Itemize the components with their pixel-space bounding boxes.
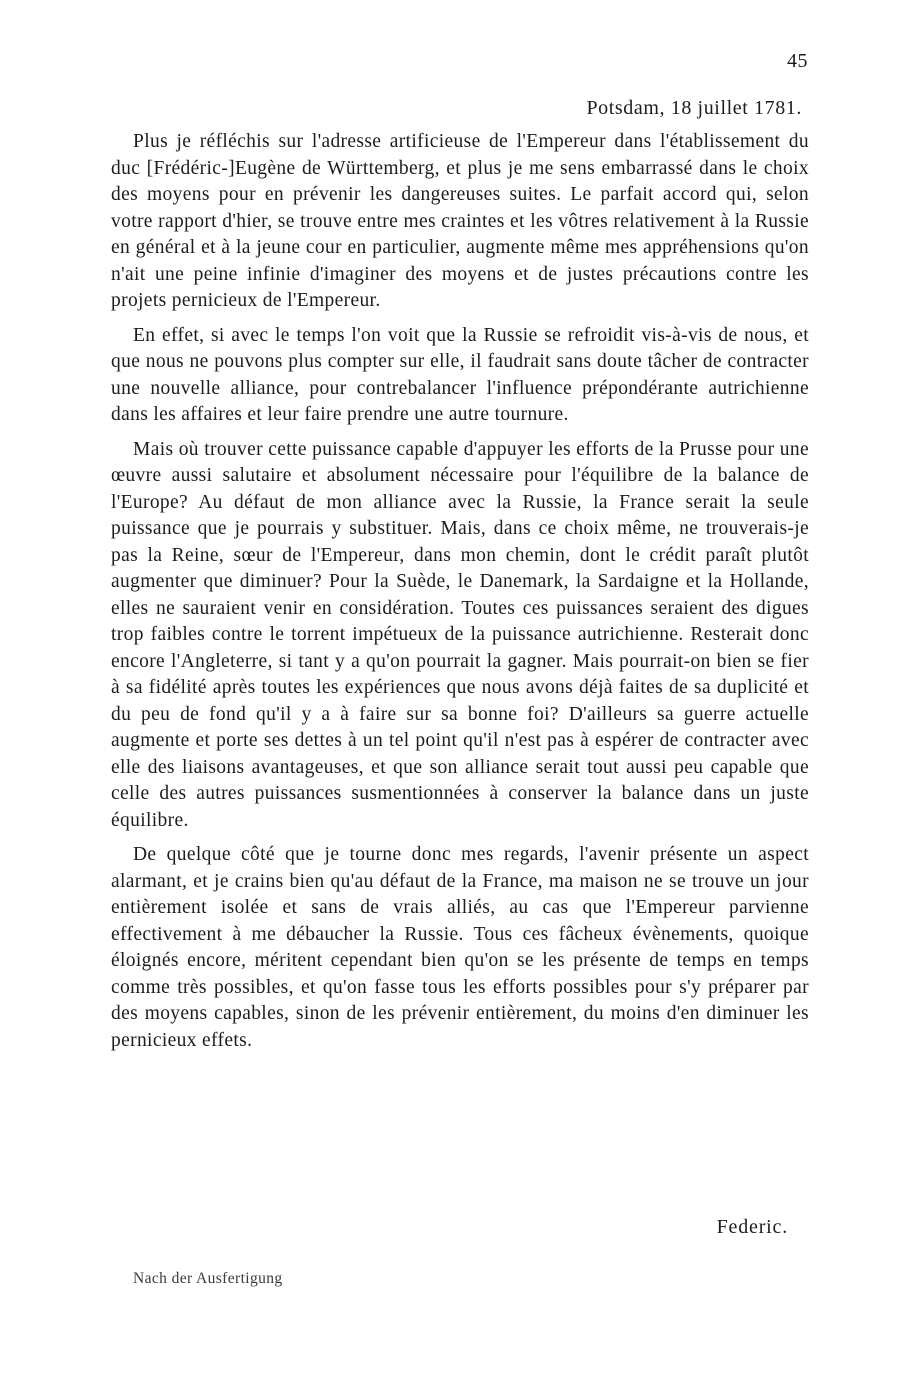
- source-note: Nach der Ausfertigung: [133, 1270, 283, 1287]
- letter-dateline: Potsdam, 18 juillet 1781.: [586, 97, 802, 119]
- paragraph-3: Mais où trouver cette puissance capable d'appuyer les efforts de la Prusse pour une œuvre aussi salutaire et absolument nécessaire pour l'équilibre de la balance de l'Europe? Au défaut de mon alliance avec la Russie, la France serait la seule puissance que je pourrais y substituer. Mais, dans ce choix même, ne trouverais-je pas la Reine, sœur de l'Empereur, dans mon chemin, dont le crédit paraît plutôt augmenter que diminuer? Pour la Suède, le Danemark, la Sardaigne et la Hollande, elles ne sauraient venir en considération. Toutes ces puissances seraient des digues trop faibles contre le torrent impétueux de la puissance autrichienne. Resterait donc encore l'Angleterre, si tant y a qu'on pourrait la gagner. Mais pourrait-on bien se fier à sa fidélité après toutes les expériences que nous avons déjà faites de sa duplicité et du peu de fond qu'il y a à faire sur sa bonne foi? D'ailleurs sa guerre actuelle augmente et porte ses dettes à un tel point qu'il n'est pas à espérer de contracter avec elle des liaisons avantageuses, et que son alliance serait tout aussi peu capable que celle des autres puissances susmentionnées à conserver la balance dans un juste équilibre.: [111, 438, 809, 831]
- letter-signature: Federic.: [716, 1216, 788, 1238]
- paragraph-2: En effet, si avec le temps l'on voit que la Russie se refroidit vis-à-vis de nous, et que nous ne pouvons plus compter sur elle, il faudrait sans doute tâcher de contracter une nouvelle alliance, pour contrebalancer l'influence prépondérante autrichienne dans les affaires et leur faire prendre une autre tournure.: [111, 324, 809, 425]
- page-number: 45: [787, 50, 808, 72]
- letter-body: [111, 129, 809, 1062]
- paragraph-1: Plus je réfléchis sur l'adresse artificieuse de l'Empereur dans l'établissement du duc [Frédéric-]Eugène de Württemberg, et plus je me sens embarrassé dans le choix des moyens pour en prévenir les dangereuses suites. Le parfait accord qui, selon votre rapport d'hier, se trouve entre mes craintes et les vôtres relativement à la Russie en général et à la jeune cour en particulier, augmente même mes appréhensions qu'on n'ait une peine infinie d'imaginer des moyens et de justes précautions contre les projets pernicieux de l'Empereur.: [111, 131, 809, 311]
- paragraph-4: De quelque côté que je tourne donc mes regards, l'avenir présente un aspect alarmant, et je crains bien qu'au défaut de la France, ma maison ne se trouve un jour entièrement isolée et sans de vrais alliés, au cas que l'Empereur parvienne effectivement à me débaucher la Russie. Tous ces fâcheux évènements, quoique éloignés encore, méritent cependant bien qu'on se les présente de temps en temps comme très possibles, et qu'on fasse tous les efforts possibles pour s'y préparer par des moyens capables, sinon de les prévenir entièrement, du moins d'en diminuer les pernicieux effets.: [111, 844, 809, 1051]
